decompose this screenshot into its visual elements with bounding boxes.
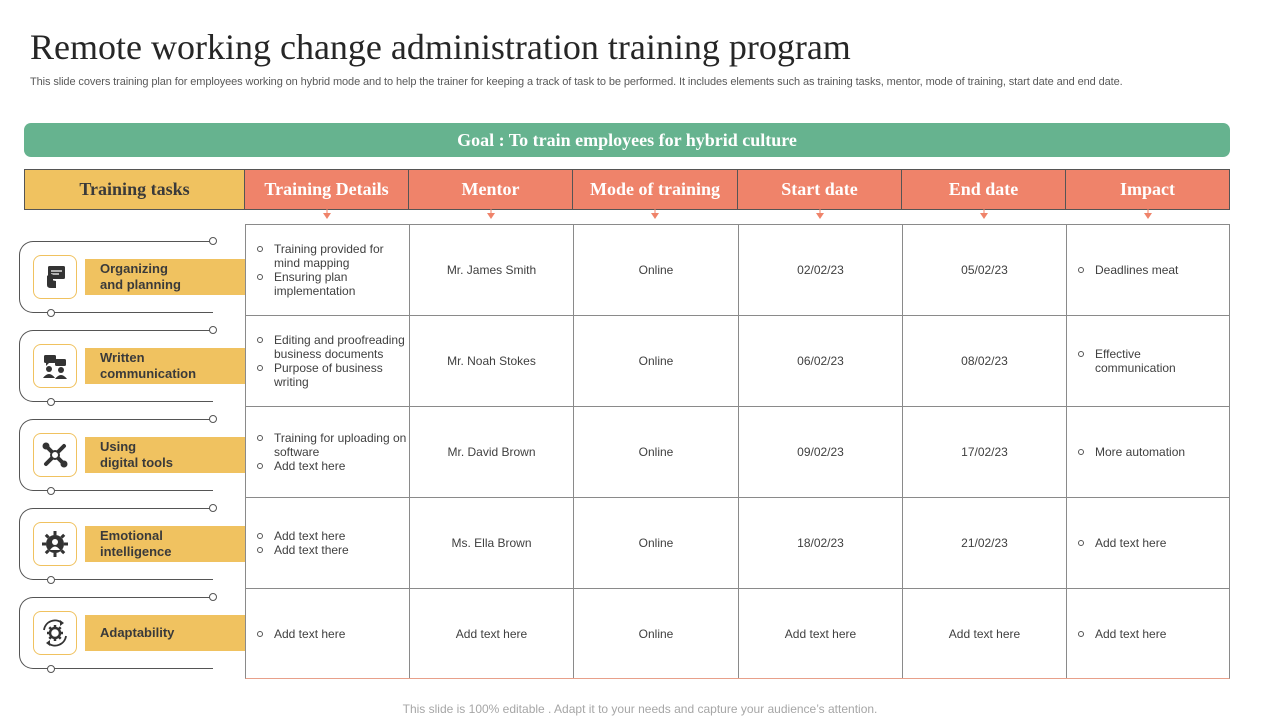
header-mentor: Mentor	[409, 169, 573, 210]
task-label-emotional-intelligence: Emotional intelligence	[85, 526, 245, 562]
table-cell-mentor: Ms. Ella Brown	[451, 536, 532, 550]
header-training-tasks: Training tasks	[24, 169, 245, 210]
connector-dot	[47, 665, 55, 673]
connector-dot	[209, 593, 217, 601]
connector-dot	[209, 237, 217, 245]
tools-icon	[33, 433, 77, 477]
table-cell-details: Add text here	[246, 589, 409, 679]
table-cell-start-date: 02/02/23	[797, 263, 844, 277]
table-cell-mode: Online	[638, 627, 674, 641]
connector-dot	[47, 576, 55, 584]
goal-banner: Goal : To train employees for hybrid culture	[24, 123, 1230, 157]
table-cell-mentor: Mr. Noah Stokes	[447, 354, 536, 368]
caret-icon	[322, 208, 332, 221]
connector-dot	[209, 415, 217, 423]
table-cell-start-date: 06/02/23	[797, 354, 844, 368]
table-cell-mode: Online	[638, 354, 674, 368]
task-label-adaptability: Adaptability	[85, 615, 245, 651]
table-cell-end-date: Add text here	[948, 627, 1021, 641]
table-cell-start-date: 09/02/23	[797, 445, 844, 459]
header-end-date: End date	[902, 169, 1066, 210]
table-cell-details: Training for uploading on software Add text here	[246, 407, 409, 497]
connector-dot	[47, 487, 55, 495]
table-cell-details: Editing and proofreading business documents Purpose of business writing	[246, 316, 409, 406]
table-cell-impact: Add text here	[1067, 589, 1230, 679]
table-cell-impact: More automation	[1067, 407, 1230, 497]
training-table	[245, 224, 1230, 679]
table-cell-mode: Online	[638, 536, 674, 550]
page-title: Remote working change administration training program	[30, 27, 851, 67]
table-cell-end-date: 17/02/23	[961, 445, 1008, 459]
task-label-digital-tools: Using digital tools	[85, 437, 245, 473]
table-cell-mentor: Mr. David Brown	[447, 445, 536, 459]
table-cell-start-date: Add text here	[784, 627, 857, 641]
task-label-organizing: Organizing and planning	[85, 259, 245, 295]
table-cell-mode: Online	[638, 445, 674, 459]
caret-icon	[1143, 208, 1153, 221]
caret-icon	[486, 208, 496, 221]
connector-dot	[47, 309, 55, 317]
communication-icon	[33, 344, 77, 388]
table-cell-end-date: 08/02/23	[961, 354, 1008, 368]
caret-icon	[979, 208, 989, 221]
adaptability-icon	[33, 611, 77, 655]
table-cell-details: Training provided for mind mapping Ensuring plan implementation	[246, 225, 409, 315]
connector-dot	[209, 504, 217, 512]
footer-note: This slide is 100% editable . Adapt it to your needs and capture your audience’s attention.	[402, 702, 878, 716]
caret-icon	[815, 208, 825, 221]
emotional-intelligence-icon	[33, 522, 77, 566]
connector-dot	[209, 326, 217, 334]
table-cell-mode: Online	[638, 263, 674, 277]
header-impact: Impact	[1066, 169, 1230, 210]
header-training-details: Training Details	[245, 169, 409, 210]
table-cell-start-date: 18/02/23	[797, 536, 844, 550]
table-cell-mentor: Add text here	[455, 627, 528, 641]
header-mode-of-training: Mode of training	[573, 169, 738, 210]
table-cell-impact: Effective communication	[1067, 316, 1230, 406]
table-cell-end-date: 21/02/23	[961, 536, 1008, 550]
table-cell-impact: Add text here	[1067, 498, 1230, 588]
task-label-written-communication: Written communication	[85, 348, 245, 384]
table-cell-details: Add text here Add text there	[246, 498, 409, 588]
table-cell-impact: Deadlines meat	[1067, 225, 1230, 315]
table-cell-mentor: Mr. James Smith	[446, 263, 537, 277]
header-start-date: Start date	[738, 169, 902, 210]
table-cell-end-date: 05/02/23	[961, 263, 1008, 277]
connector-dot	[47, 398, 55, 406]
planning-icon	[33, 255, 77, 299]
page-subtitle: This slide covers training plan for employees working on hybrid mode and to help the trainer for keeping a track of task to be performed. It includes elements such as training tasks, mentor, mode of training, start date and end date.	[30, 76, 1123, 88]
caret-icon	[650, 208, 660, 221]
